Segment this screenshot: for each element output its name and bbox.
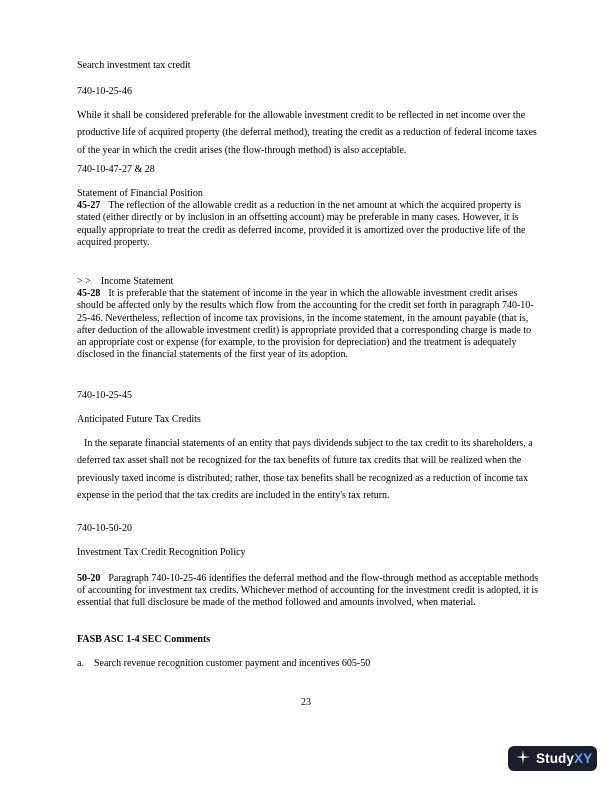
intro-paragraph: While it shall be considered preferable for the allowable investment credit to be reflected in net income over the productive life of acquired property (the deferral method), treating the credit as a reduction of federal income taxes of the year in which the credit arises (the flow-through method) is also acceptable.: [77, 110, 537, 156]
list-marker: a.: [77, 658, 84, 669]
reference-code: 740-10-25-46: [77, 86, 132, 97]
financial-position-section: [77, 188, 539, 249]
anticipated-paragraph: [77, 435, 539, 505]
list-item-text: Search revenue recognition customer payment and incentives 605-50: [93, 658, 371, 669]
page-number: 23: [301, 697, 311, 708]
paragraph-text: Paragraph 740-10-25-46 identifies the deferral method and the flow-through method as acceptable methods of accounting for investment tax credits. Whichever method of accounting for the investment credit is adopted, it is essential that full disclosure be made of the method followed and amounts involved, when material.: [77, 573, 539, 609]
paragraph-text: The reflection of the allowable credit as a reduction in the net amount at which the acquired property is stated (either directly or by inclusion in an offsetting account) may be preferable in many cases. However, it is equally appropriate to treat the credit as deferred income, provided it is amortized over the productive life of the acquired property.: [77, 200, 526, 248]
list-item-a: [77, 655, 539, 672]
paragraph-number: 45-28: [77, 288, 101, 300]
income-statement-section: [77, 276, 539, 361]
search-heading: Search investment tax credit: [77, 60, 191, 71]
section-title: Income Statement: [100, 276, 174, 287]
brand-logo-text: StudyXY: [536, 751, 593, 766]
section-heading: Investment Tax Credit Recognition Policy: [77, 547, 246, 558]
section-marker: > >: [77, 276, 91, 287]
reference-code: 740-10-50-20: [77, 523, 132, 534]
paragraph-50-20: [77, 573, 539, 610]
studyxy-badge[interactable]: [508, 746, 597, 771]
fasb-heading: FASB ASC 1-4 SEC Comments: [77, 634, 211, 645]
paragraph-45-27: [77, 200, 539, 249]
paragraph-text: In the separate financial statements of an entity that pays dividends subject to the tax credit to its shareholders, a deferred tax asset shall not be recognized for the tax benefits of future tax credits that will be realized when the previously taxed income is distributed; rather, those tax benefits shall be recognized as a reduction of income tax expense in the period that the tax credits are included in the entity's tax return.: [77, 438, 533, 502]
section-heading: Statement of Financial Position: [77, 188, 203, 199]
paragraph-number: 50-20: [77, 573, 101, 584]
section-heading: Anticipated Future Tax Credits: [77, 414, 201, 425]
reference-code: 740-10-25-45: [77, 390, 132, 401]
reference-code: 740-10-47-27 & 28: [77, 164, 155, 175]
paragraph-45-28: [77, 288, 539, 361]
section-heading: [77, 276, 539, 288]
plus-sparkle-icon: [515, 749, 531, 768]
paragraph-number: 45-27: [77, 200, 101, 212]
paragraph-text: It is preferable that the statement of income in the year in which the allowable investment credit arises should be affected only by the results which flow from the accounting for the credit set forth in paragraph 740-10-25-46. Nevertheless, reflection of income tax provisions, in the income statement, in the amount payable (that is, after deduction of the allowable investment credit) is appropriate provided that a corresponding charge is made to an appropriate cost or expense (for example, to the provision for depreciation) and the treatment is adequately disclosed in the financial statements of the first year of its adoption.: [77, 288, 534, 361]
